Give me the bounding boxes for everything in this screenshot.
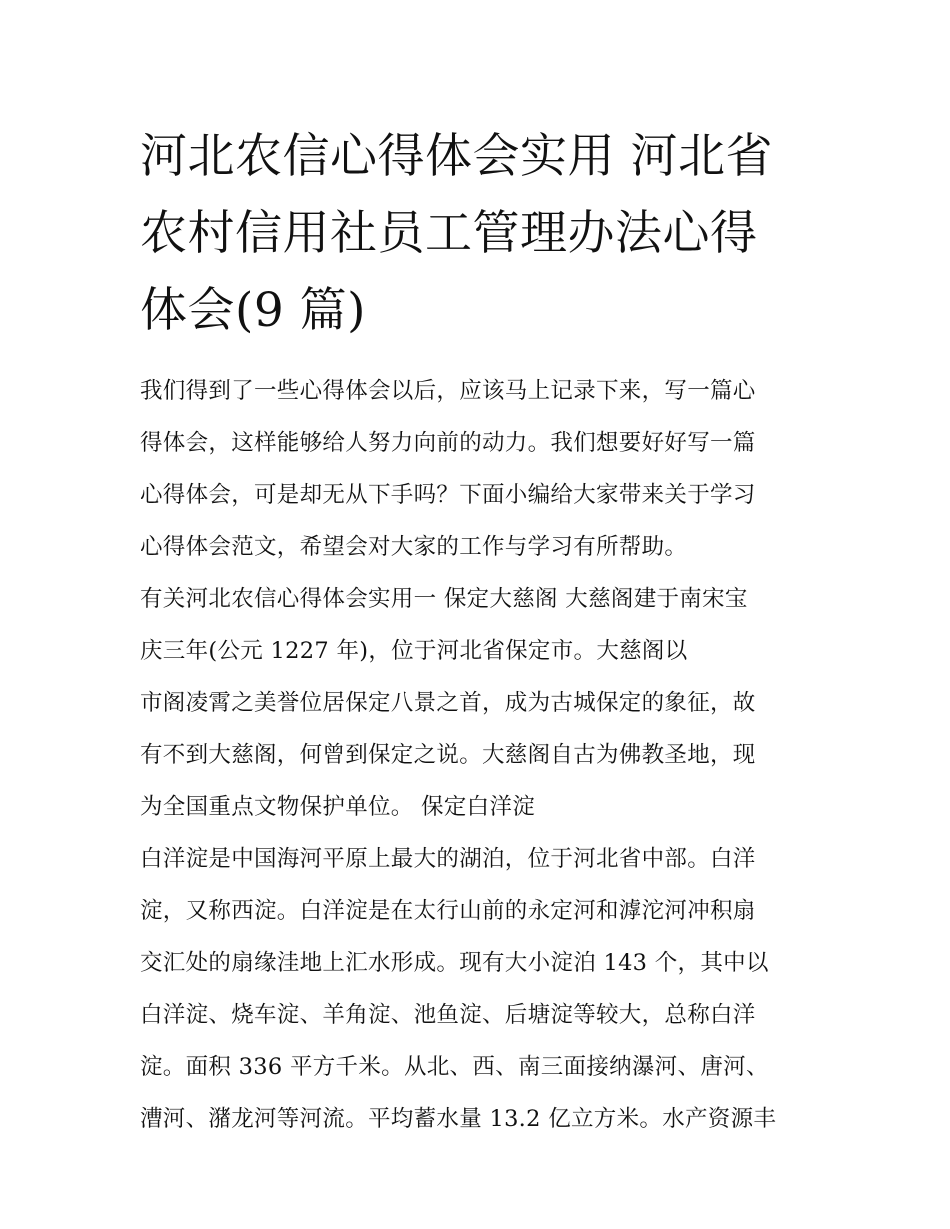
text-line: 有不到大慈阁，何曾到保定之说。大慈阁自古为佛教圣地，现 [140, 742, 756, 768]
text-line: 心得体会，可是却无从下手吗？下面小编给大家带来关于学习 [140, 482, 756, 508]
text-line: 白洋淀是中国海河平原上最大的湖泊，位于河北省中部。白洋 [140, 846, 756, 872]
document-page [140, 118, 812, 1145]
title-line: 体会(9 篇) [140, 283, 367, 338]
title-line: 农村信用社员工管理办法心得 [140, 206, 758, 261]
text-line: 淀。面积 336 平方千米。从北、西、南三面接纳瀑河、唐河、 [140, 1054, 769, 1080]
text-line: 为全国重点文物保护单位。 保定白洋淀 [140, 794, 536, 820]
text-line: 漕河、潴龙河等河流。平均蓄水量 13.2 亿立方米。水产资源丰 [140, 1106, 777, 1132]
title-line: 河北农信心得体会实用 河北省 [140, 129, 773, 184]
text-line: 市阁凌霄之美誉位居保定八景之首，成为古城保定的象征，故 [140, 690, 756, 716]
text-line: 庆三年(公元 1227 年)，位于河北省保定市。大慈阁以 [140, 638, 688, 664]
body-text [140, 365, 812, 1145]
text-line: 淀，又称西淀。白洋淀是在太行山前的永定河和滹沱河冲积扇 [140, 898, 756, 924]
text-line: 我们得到了一些心得体会以后，应该马上记录下来，写一篇心 [140, 378, 756, 404]
text-line: 心得体会范文，希望会对大家的工作与学习有所帮助。 [140, 534, 688, 560]
text-line: 交汇处的扇缘洼地上汇水形成。现有大小淀泊 143 个，其中以 [140, 950, 769, 976]
text-line: 得体会，这样能够给人努力向前的动力。我们想要好好写一篇 [140, 430, 756, 456]
text-line: 白洋淀、烧车淀、羊角淀、池鱼淀、后塘淀等较大，总称白洋 [140, 1002, 756, 1028]
text-line: 有关河北农信心得体会实用一 保定大慈阁 大慈阁建于南宋宝 [140, 586, 748, 612]
document-title [140, 118, 812, 349]
